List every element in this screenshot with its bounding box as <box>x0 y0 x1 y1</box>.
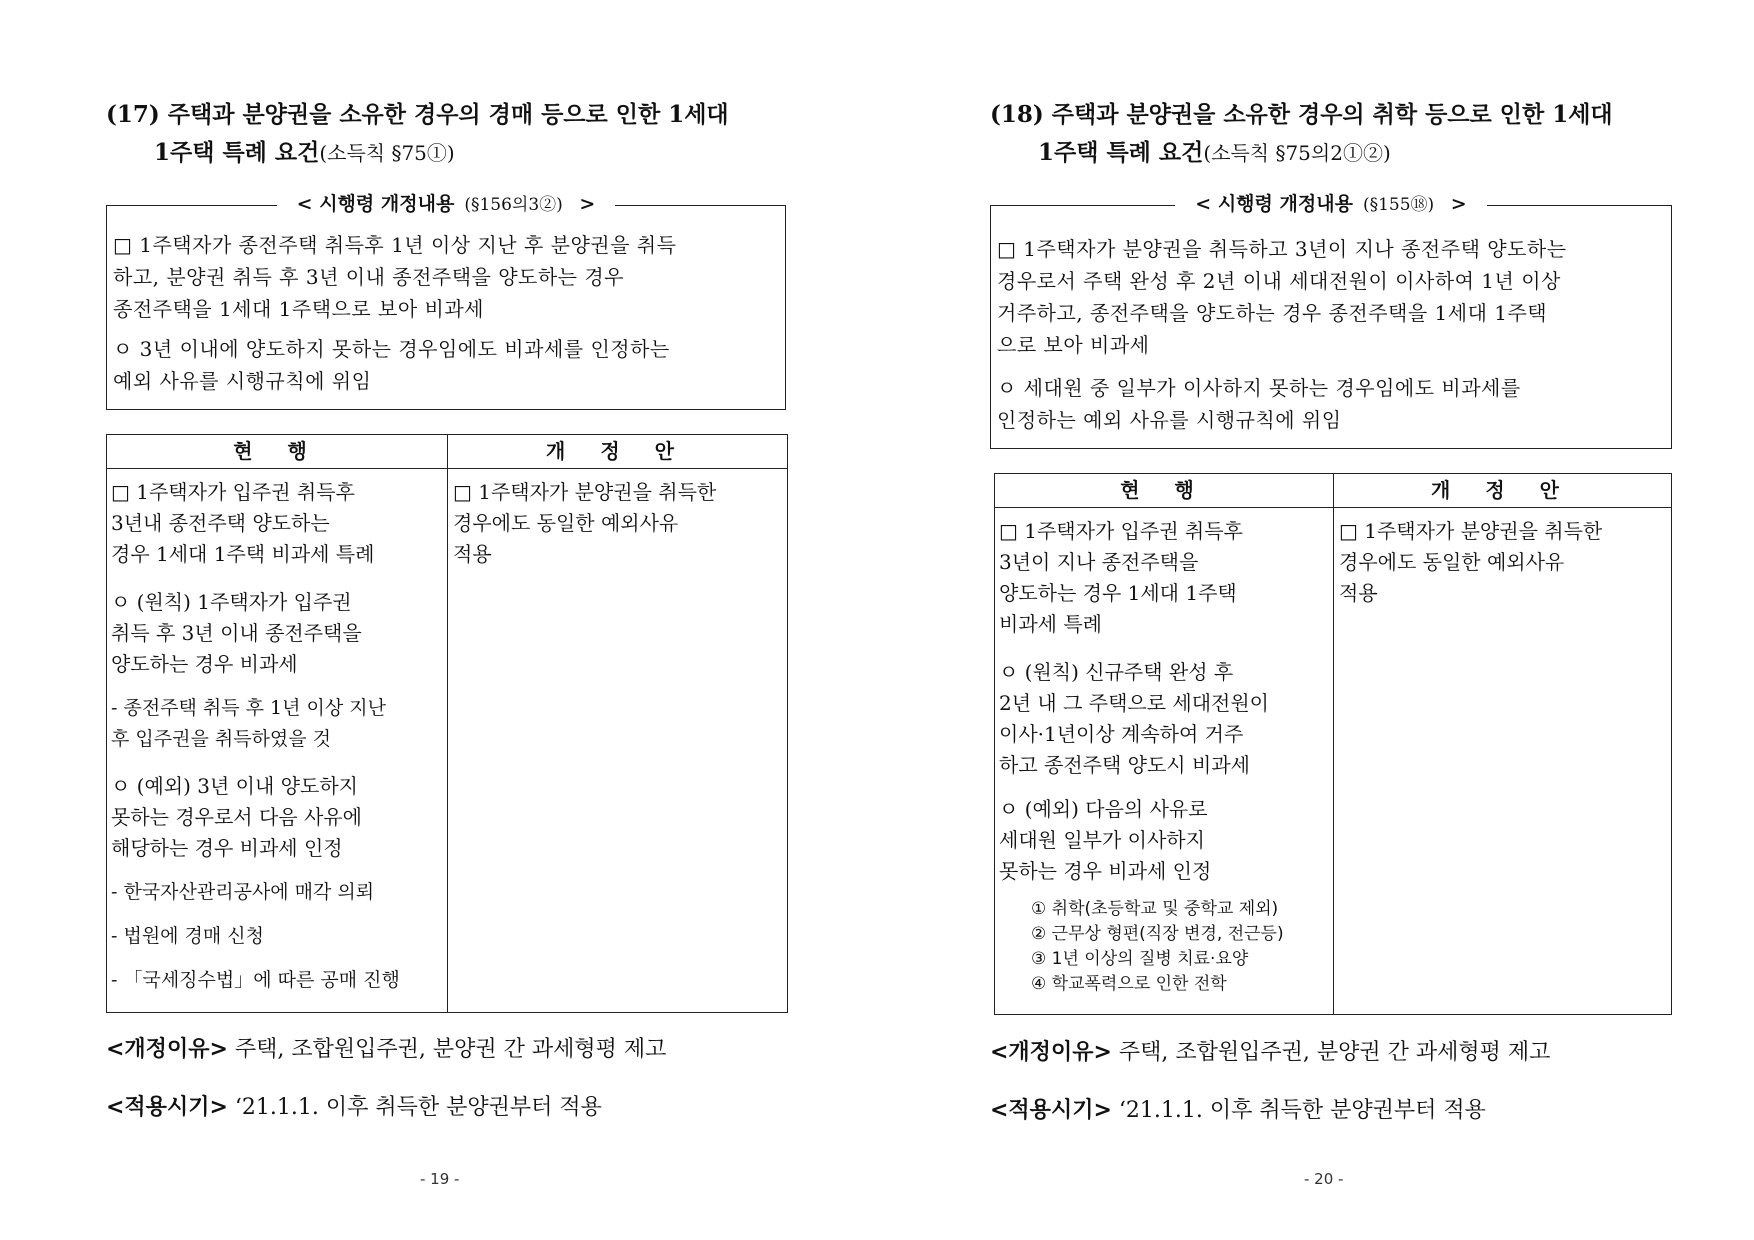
summary-line: 인정하는 예외 사유를 시행규칙에 위임 <box>997 408 1342 432</box>
summary-title-end: > <box>1434 193 1477 215</box>
current-line: 경우 1세대 1주택 비과세 특례 <box>111 542 375 566</box>
header-current: 현 행 <box>1120 478 1208 502</box>
current-line: 하고 종전주택 양도시 비과세 <box>999 753 1250 777</box>
heading-reference: (소득칙 §75의2①②) <box>1203 141 1391 165</box>
exception-reason: ③ 1년 이상의 질병 치료·요양 <box>1031 949 1249 969</box>
summary-line: 종전주택을 1세대 1주택으로 보아 비과세 <box>113 297 484 321</box>
current-line: 양도하는 경우 1세대 1주택 <box>999 581 1237 605</box>
exception-reason: ② 근무상 형편(직장 변경, 전근등) <box>1031 924 1284 944</box>
reason-label: <개정이유> <box>990 1040 1112 1065</box>
page-number: - 19 - <box>420 1170 460 1188</box>
column-divider <box>1333 474 1334 1014</box>
summary-line: 하고, 분양권 취득 후 3년 이내 종전주택을 양도하는 경우 <box>113 265 624 289</box>
page-number: - 20 - <box>1304 1170 1344 1188</box>
current-line: ㅇ (원칙) 1주택자가 입주권 <box>111 590 352 614</box>
current-line: ㅇ (원칙) 신규주택 완성 후 <box>999 660 1234 684</box>
new-line: □ 1주택자가 분양권을 취득한 <box>1339 519 1603 543</box>
section-heading-line2 <box>154 134 455 172</box>
section-heading: (17) 주택과 분양권을 소유한 경우의 경매 등으로 인한 1세대 <box>106 101 729 128</box>
column-divider <box>447 435 448 1012</box>
heading-text: 1주택 특례 요건 <box>1038 139 1204 166</box>
heading-reference: (소득칙 §75①) <box>319 141 455 165</box>
summary-title-ref: (§156의3②) <box>464 195 563 215</box>
current-line: 3년이 지나 종전주택을 <box>999 550 1199 574</box>
summary-line: 예외 사유를 시행규칙에 위임 <box>113 369 372 393</box>
header-new: 개 정 안 <box>546 439 688 463</box>
current-line: - 「국세징수법」에 따른 공매 진행 <box>111 969 400 991</box>
summary-title-text: < 시행령 개정내용 <box>287 193 465 215</box>
right-page <box>990 0 1670 1240</box>
section-heading: (18) 주택과 분양권을 소유한 경우의 취학 등으로 인한 1세대 <box>990 101 1613 128</box>
exception-reason: ① 취학(초등학교 및 중학교 제외) <box>1031 899 1279 919</box>
current-line: 세대원 일부가 이사하지 <box>999 828 1205 852</box>
left-page <box>106 0 786 1240</box>
new-line: 경우에도 동일한 예외사유 <box>453 511 679 535</box>
decree-summary-box <box>106 193 786 410</box>
header-new: 개 정 안 <box>1431 478 1573 502</box>
current-line: ㅇ (예외) 3년 이내 양도하지 <box>111 774 358 798</box>
period-text: ‘21.1.1. 이후 취득한 분양권부터 적용 <box>1111 1098 1486 1123</box>
current-line: 못하는 경우 비과세 인정 <box>999 859 1212 883</box>
decree-summary-box <box>990 193 1672 449</box>
current-line: 취득 후 3년 이내 종전주택을 <box>111 621 362 645</box>
application-period <box>990 1093 1486 1124</box>
header-current: 현 행 <box>233 439 321 463</box>
heading-text: 1주택 특례 요건 <box>154 139 320 166</box>
period-label: <적용시기> <box>990 1098 1112 1123</box>
current-line: - 한국자산관리공사에 매각 의뢰 <box>111 881 375 903</box>
revision-reason <box>106 1032 666 1063</box>
new-line: 경우에도 동일한 예외사유 <box>1339 550 1565 574</box>
new-line: 적용 <box>1339 581 1378 605</box>
current-line: 해당하는 경우 비과세 인정 <box>111 836 343 860</box>
new-line: 적용 <box>453 542 492 566</box>
reason-text: 주택, 조합원입주권, 분양권 간 과세형평 제고 <box>1111 1040 1551 1065</box>
current-line: 2년 내 그 주택으로 세대전원이 <box>999 691 1269 715</box>
summary-title <box>107 189 785 216</box>
summary-title <box>991 189 1671 216</box>
application-period <box>106 1090 602 1121</box>
current-line: ㅇ (예외) 다음의 사유로 <box>999 797 1208 821</box>
comparison-table <box>994 473 1672 1015</box>
summary-title-end: > <box>563 193 606 215</box>
current-line: - 법원에 경매 신청 <box>111 925 265 947</box>
reason-text: 주택, 조합원입주권, 분양권 간 과세형평 제고 <box>227 1037 667 1062</box>
current-line: 3년내 종전주택 양도하는 <box>111 511 330 535</box>
current-line: 비과세 특례 <box>999 612 1102 636</box>
current-line: □ 1주택자가 입주권 취득후 <box>999 519 1243 543</box>
revision-reason <box>990 1035 1550 1066</box>
current-line: 후 입주권을 취득하였을 것 <box>111 728 332 750</box>
summary-line: 으로 보아 비과세 <box>997 333 1150 357</box>
current-line: - 종전주택 취득 후 1년 이상 지난 <box>111 697 386 719</box>
current-line: □ 1주택자가 입주권 취득후 <box>111 480 355 504</box>
reason-label: <개정이유> <box>106 1037 228 1062</box>
section-heading-line2 <box>1038 134 1391 172</box>
current-line: 못하는 경우로서 다음 사유에 <box>111 805 362 829</box>
summary-title-ref: (§155⑱) <box>1362 195 1435 215</box>
summary-title-text: < 시행령 개정내용 <box>1185 193 1363 215</box>
summary-line: ㅇ 세대원 중 일부가 이사하지 못하는 경우임에도 비과세를 <box>997 376 1521 400</box>
period-text: ‘21.1.1. 이후 취득한 분양권부터 적용 <box>227 1095 602 1120</box>
comparison-table <box>106 434 788 1013</box>
summary-line: ㅇ 3년 이내에 양도하지 못하는 경우임에도 비과세를 인정하는 <box>113 337 670 361</box>
period-label: <적용시기> <box>106 1095 228 1120</box>
new-line: □ 1주택자가 분양권을 취득한 <box>453 480 717 504</box>
summary-line: 경우로서 주택 완성 후 2년 이내 세대전원이 이사하여 1년 이상 <box>997 269 1561 293</box>
current-line: 양도하는 경우 비과세 <box>111 652 298 676</box>
current-line: 이사·1년이상 계속하여 거주 <box>999 722 1244 746</box>
exception-reason: ④ 학교폭력으로 인한 전학 <box>1031 974 1227 994</box>
summary-line: □ 1주택자가 분양권을 취득하고 3년이 지나 종전주택 양도하는 <box>997 237 1567 261</box>
summary-line: 거주하고, 종전주택을 양도하는 경우 종전주택을 1세대 1주택 <box>997 301 1548 325</box>
summary-line: □ 1주택자가 종전주택 취득후 1년 이상 지난 후 분양권을 취득 <box>113 233 677 257</box>
